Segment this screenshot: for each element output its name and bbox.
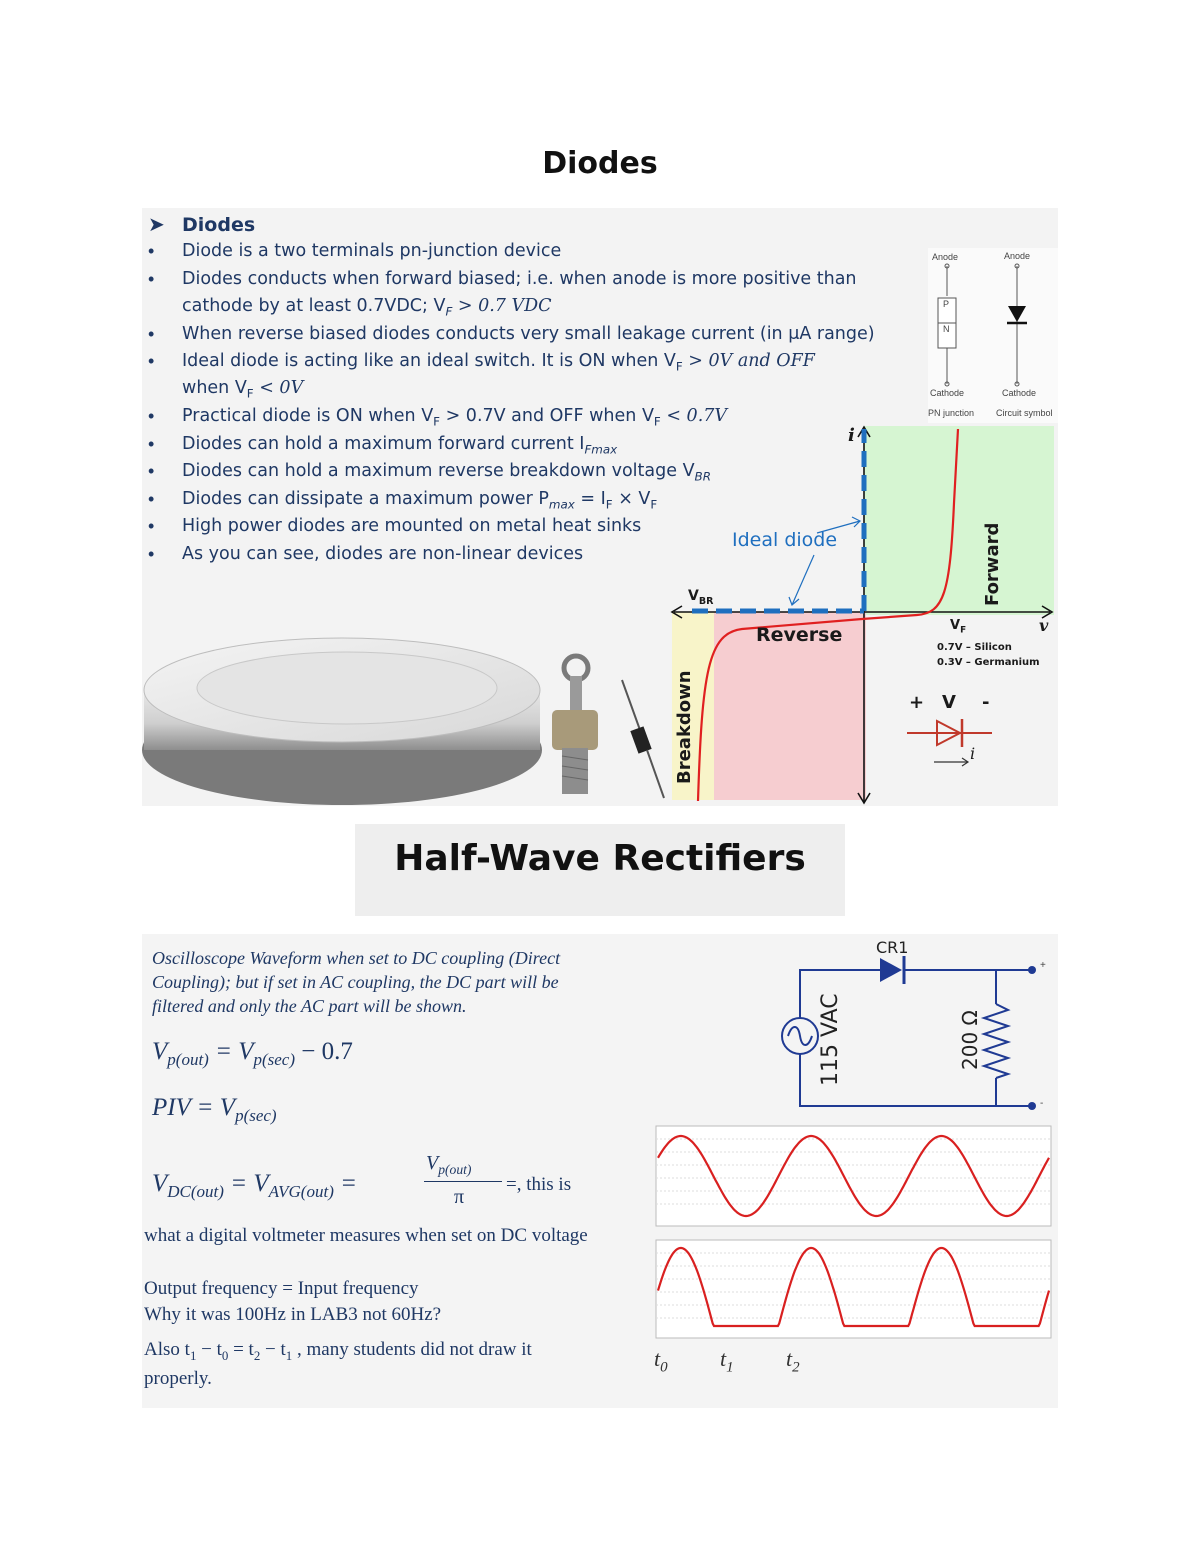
- v-axis-label: v: [1039, 616, 1049, 635]
- axial-diode-icon: [622, 680, 664, 798]
- pn-junction-caption: PN junction: [928, 408, 975, 418]
- i-axis-label: i: [848, 425, 855, 446]
- body-text: properly.: [144, 1368, 212, 1389]
- body-text: what a digital voltmeter measures when set on DC voltage: [144, 1225, 588, 1246]
- waveform-plots: [626, 1116, 1058, 1356]
- voltage-label: V: [942, 692, 956, 713]
- bullet-icon: •: [148, 269, 155, 289]
- bullet-icon: •: [148, 406, 155, 426]
- anode-label: Anode: [1004, 251, 1031, 261]
- vf-label: $V_F$: [950, 618, 967, 636]
- equation-vdc-out: $V_{DC(out)} = V_{AVG(out)}$ =: [152, 1170, 357, 1201]
- forward-label: Forward: [982, 522, 1003, 606]
- bullet-text: Ideal diode is acting like an ideal switch. It is ON when $V_F > 0V$ and OFF: [182, 351, 815, 374]
- bullet-icon: •: [148, 544, 155, 564]
- arrow-bullet-icon: ➤: [148, 214, 165, 236]
- body-text: Output frequency = Input frequency: [144, 1278, 419, 1299]
- vbr-label: $V_{BR}$: [688, 588, 714, 607]
- bullet-text: cathode by at least 0.7VDC; $V_F > 0.7$ VDC: [182, 296, 552, 319]
- ideal-diode-label: Ideal diode: [732, 529, 838, 551]
- plus-label: +: [909, 692, 925, 713]
- bullet-icon: •: [148, 241, 155, 261]
- half-wave-panel: [142, 934, 1058, 1408]
- bullet-icon: •: [148, 516, 155, 536]
- page-title: Diodes: [542, 146, 658, 181]
- diodes-heading: Diodes: [182, 214, 256, 236]
- minus-terminal-label: -: [1040, 1098, 1044, 1109]
- bullet-text: Practical diode is ON when $V_F > 0.7V$ and OFF when $V_F < 0.7V$: [182, 406, 728, 429]
- bullet-text: High power diodes are mounted on metal heat sinks: [182, 516, 642, 536]
- equation-vp-out: $V_{p(out)} = V_{p(sec)} - 0.7$: [152, 1038, 353, 1069]
- body-text: Why it was 100Hz in LAB3 not 60Hz?: [144, 1304, 442, 1325]
- anode-label: Anode: [932, 252, 959, 262]
- equation-piv: PIV = $V_{p(sec)}$: [152, 1094, 277, 1125]
- time-label-t0: $t_0$: [654, 1346, 668, 1376]
- current-label: i: [970, 744, 976, 763]
- half-wave-title-box: [355, 824, 845, 916]
- diodes-panel: [142, 208, 1058, 806]
- silicon-label: 0.7V – Silicon: [937, 642, 1012, 653]
- fraction-denominator: π: [454, 1186, 465, 1208]
- fraction-numerator: $V_{p(out)}$: [426, 1152, 472, 1177]
- bullet-icon: •: [148, 351, 155, 371]
- diode-photos: [142, 610, 667, 806]
- bullet-icon: •: [148, 324, 155, 344]
- stud-diode-icon: [552, 656, 598, 794]
- bullet-icon: •: [148, 461, 155, 481]
- bullet-text: Diodes conducts when forward biased; i.e. when anode is more positive than: [182, 269, 857, 289]
- output-waveform-plot: [656, 1240, 1051, 1338]
- bullet-text: Diode is a two terminals pn-junction device: [182, 241, 562, 261]
- n-label: N: [943, 324, 950, 334]
- bullet-icon: •: [148, 434, 155, 454]
- equation-tail: =, this is: [506, 1174, 572, 1195]
- intro-text: Coupling); but if set in AC coupling, the DC part will be: [152, 972, 559, 992]
- diode-symbol-figure: [928, 248, 1058, 423]
- forward-region: [864, 426, 1054, 615]
- time-label-t1: $t_1$: [720, 1346, 734, 1376]
- reverse-label: Reverse: [756, 624, 843, 646]
- bullet-text: when $V_F < 0V$: [182, 378, 304, 401]
- cathode-label: Cathode: [930, 388, 965, 398]
- p-label: P: [943, 299, 950, 309]
- minus-label: -: [982, 692, 990, 713]
- bullet-text: Diodes can dissipate a maximum power $P_{max} = I_F \times V_F$: [182, 489, 658, 512]
- disk-diode-icon: [142, 638, 542, 805]
- bullet-text: As you can see, diodes are non-linear devices: [182, 544, 584, 564]
- cathode-label: Cathode: [1002, 388, 1037, 398]
- body-text: Also $t_1 - t_0 = t_2 - t_1$ , many students did not draw it: [144, 1339, 532, 1363]
- bullet-text: Diodes can hold a maximum forward current $I_{Fmax}$: [182, 434, 618, 457]
- diode-label: CR1: [876, 938, 909, 957]
- intro-text: Oscilloscope Waveform when set to DC coupling (Direct: [152, 948, 561, 968]
- source-label: 115 VAC: [818, 993, 843, 1086]
- resistor-label: 200 Ω: [958, 1010, 982, 1070]
- bullet-text: Diodes can hold a maximum reverse breakdown voltage $V_{BR}$: [182, 461, 711, 484]
- breakdown-label: Breakdown: [674, 670, 695, 784]
- intro-text: filtered and only the AC part will be shown.: [152, 996, 467, 1016]
- bullet-icon: •: [148, 489, 155, 509]
- fraction-bar: [424, 1181, 502, 1182]
- bullet-text: When reverse biased diodes conducts very small leakage current (in μA range): [182, 324, 875, 344]
- germanium-label: 0.3V – Germanium: [937, 657, 1040, 668]
- time-label-t2: $t_2$: [786, 1346, 800, 1376]
- diode-iv-curve: [662, 423, 1058, 806]
- plus-terminal-label: +: [1040, 960, 1046, 971]
- circuit-symbol-caption: Circuit symbol: [996, 408, 1053, 418]
- input-waveform-plot: [656, 1126, 1051, 1226]
- half-wave-title: Half-Wave Rectifiers: [394, 838, 806, 879]
